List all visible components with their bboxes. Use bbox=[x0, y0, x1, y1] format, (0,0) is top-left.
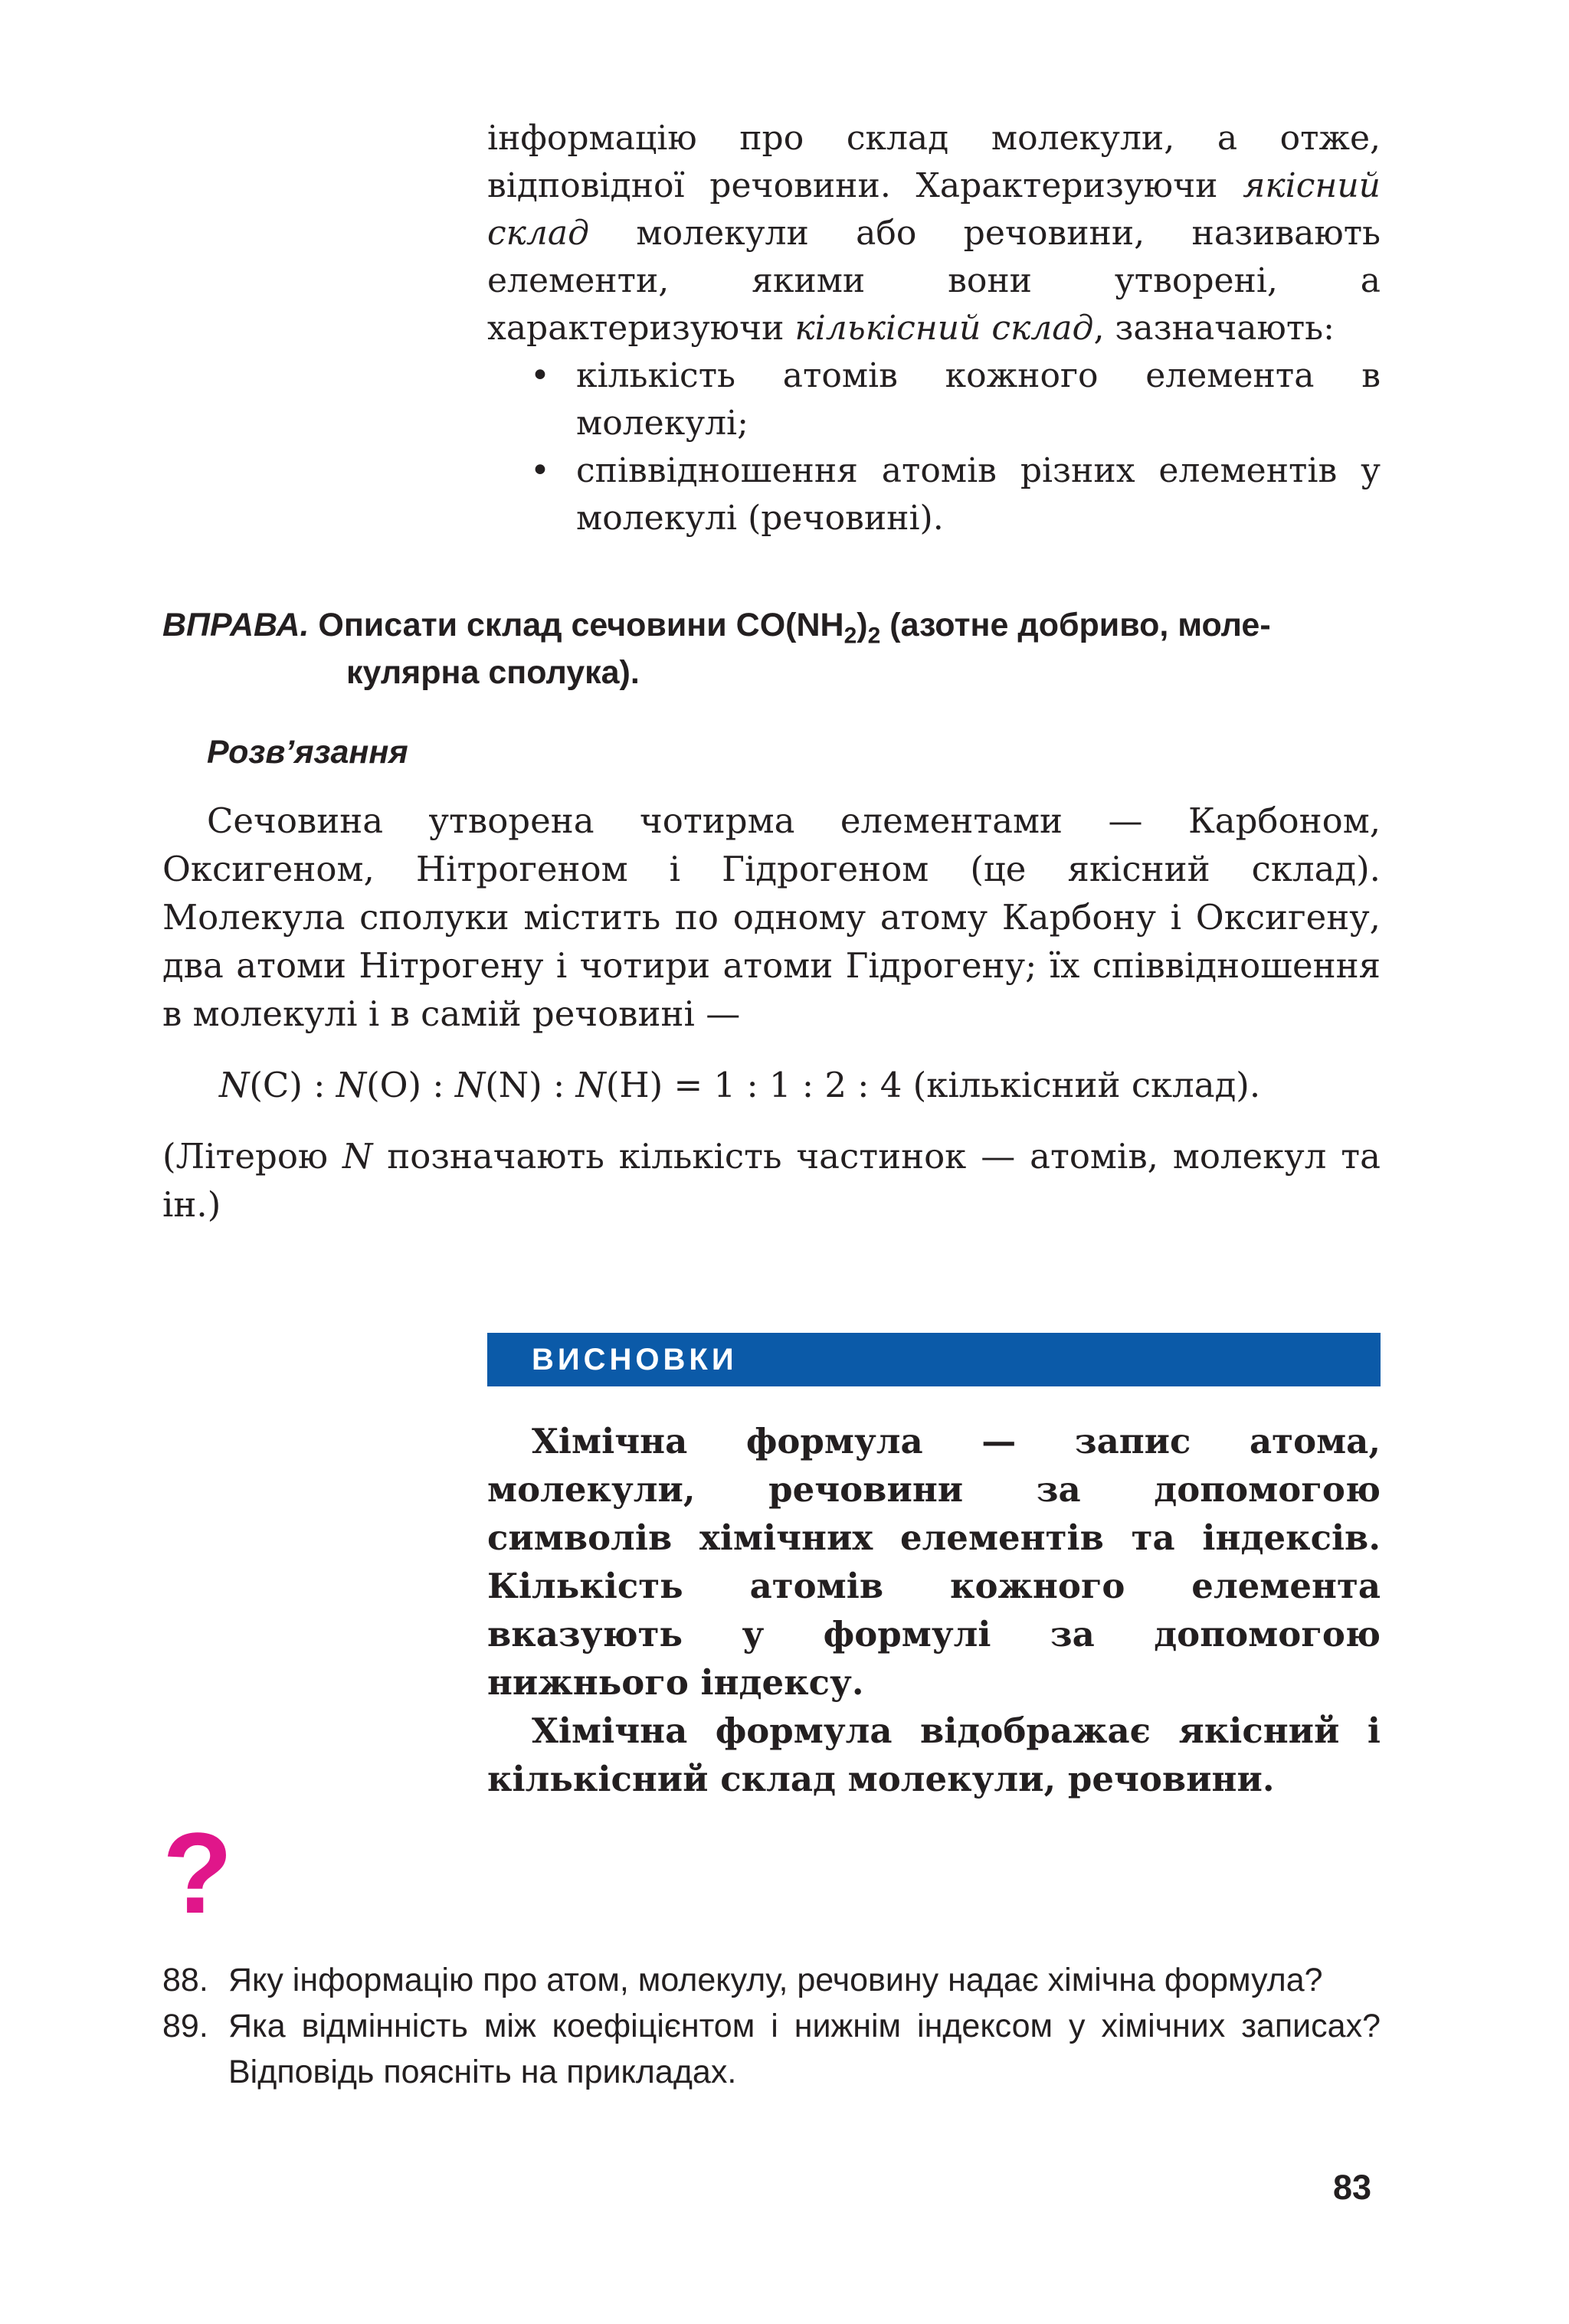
conclusion-paragraph: Хімічна формула — запис атома, молекули, речовини за допомогою символів хімічних елементів та індексів. Кількість атомів кожного елемента вказують у формулі за допомогою нижнього індексу. bbox=[487, 1421, 1381, 1703]
exercise-label: ВПРАВА. bbox=[162, 607, 310, 643]
question-number: 88. bbox=[162, 1962, 208, 1998]
bullet-dot-icon: • bbox=[530, 356, 550, 395]
note-symbol: N bbox=[342, 1136, 373, 1177]
exercise-text: ) bbox=[857, 607, 868, 643]
ratio-formula bbox=[219, 1061, 1260, 1109]
conclusions-header-bar bbox=[487, 1333, 1381, 1386]
intro-italic-qualitative: якісний склад bbox=[487, 166, 1381, 253]
conclusions-header: ВИСНОВКИ bbox=[532, 1343, 738, 1376]
solution-body bbox=[162, 797, 1381, 1038]
questions-list bbox=[162, 1957, 1381, 2095]
conclusion-paragraph: Хімічна формула відображає якісний і кількісний склад молекули, речовини. bbox=[487, 1710, 1381, 1799]
question-item bbox=[162, 1957, 1381, 2003]
bullet-item bbox=[487, 352, 1381, 447]
intro-italic-quantitative: кількісний склад bbox=[794, 309, 1094, 348]
formula-part: (C) : bbox=[249, 1065, 336, 1105]
exercise-line-1 bbox=[162, 601, 1381, 649]
question-item bbox=[162, 2003, 1381, 2095]
question-text: Яка відмінність між коефіцієнтом і нижнім індексом у хімічних записах? Відповідь поясніть на прикладах. bbox=[228, 2008, 1381, 2090]
formula-part: (H) = 1 : 1 : 2 : 4 (кількісний склад). bbox=[605, 1065, 1261, 1105]
question-number: 89. bbox=[162, 2008, 208, 2044]
exercise-text: кулярна сполука). bbox=[346, 654, 640, 691]
exercise-line-2 bbox=[162, 649, 1381, 696]
bullet-text: кількість атомів кожного елемента в молекулі; bbox=[576, 356, 1381, 443]
formula-part: (N) : bbox=[485, 1065, 576, 1105]
formula-symbol: N bbox=[454, 1065, 486, 1105]
intro-column bbox=[487, 115, 1381, 542]
formula-symbol: N bbox=[336, 1065, 367, 1105]
note-text: (Літерою bbox=[162, 1136, 343, 1177]
formula-symbol: N bbox=[219, 1065, 250, 1105]
intro-bullet-list bbox=[487, 352, 1381, 542]
formula-part: (O) : bbox=[366, 1065, 455, 1105]
bullet-text: співвідношення атомів різних елементів у молекулі (речовині). bbox=[576, 451, 1381, 538]
intro-paragraph bbox=[487, 115, 1381, 352]
exercise-text: Описати склад сечовини CO(NH bbox=[309, 607, 844, 643]
intro-text-start: інформацію про склад молекули, а отже, відповідної речовини. Характеризуючи bbox=[487, 119, 1381, 205]
intro-text-end: , зазначають: bbox=[1093, 309, 1335, 348]
question-mark-icon: ? bbox=[162, 1808, 233, 1937]
page-number: 83 bbox=[1333, 2168, 1372, 2207]
bullet-item bbox=[487, 447, 1381, 542]
solution-title: Розв’язання bbox=[207, 734, 408, 771]
subscript: 2 bbox=[867, 623, 881, 649]
exercise-block bbox=[162, 601, 1381, 696]
formula-symbol: N bbox=[575, 1065, 606, 1105]
note-text: позначають кількість частинок — атомів, молекул та ін.) bbox=[162, 1136, 1381, 1225]
conclusions-body bbox=[487, 1417, 1381, 1803]
exercise-text: (азотне добриво, моле- bbox=[880, 607, 1271, 643]
solution-paragraph: Сечовина утворена чотирма елементами — Карбоном, Оксигеном, Нітрогеном і Гідрогеном (це якісний склад). Молекула сполуки містить по одному атому Карбону і Оксигену, два атоми Нітрогену і чотири атоми Гідрогену; їх співвідношення в молекулі і в самій речовині — bbox=[162, 800, 1381, 1034]
question-text: Яку інформацію про атом, молекулу, речовину надає хімічна формула? bbox=[228, 1962, 1323, 1998]
subscript: 2 bbox=[843, 623, 857, 649]
solution-note bbox=[162, 1132, 1381, 1229]
bullet-dot-icon: • bbox=[530, 451, 550, 490]
intro-text-mid: молекули або речовини, називають елементи, якими вони утворені, а характеризуючи bbox=[487, 214, 1381, 348]
